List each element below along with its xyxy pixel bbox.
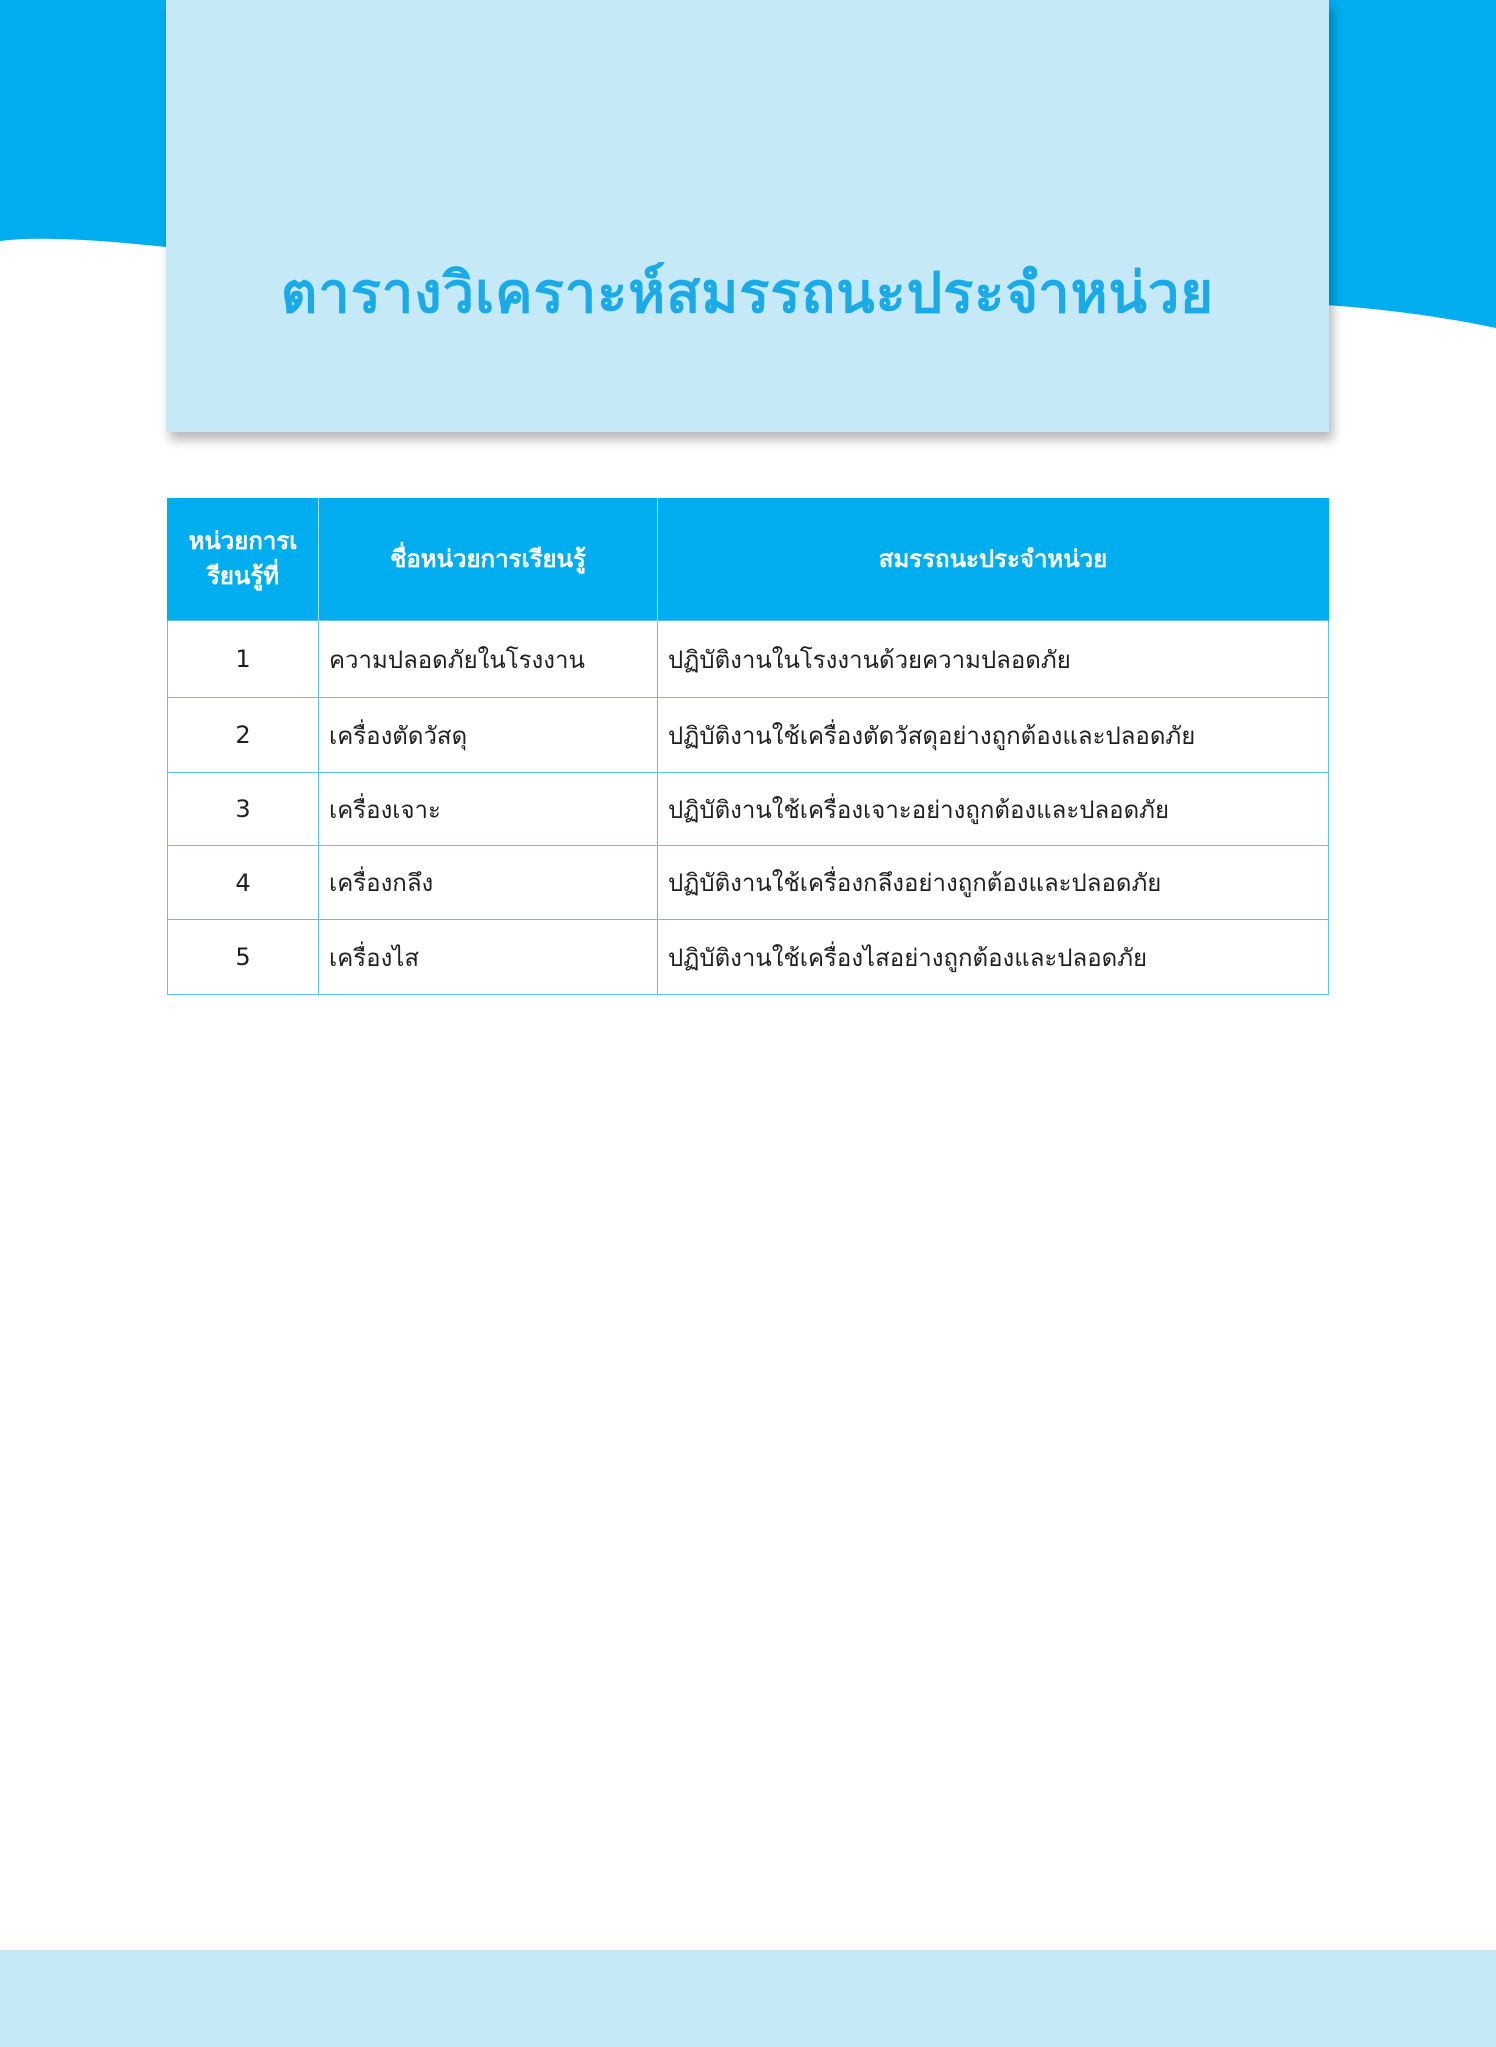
table-row: [168, 846, 1329, 920]
unit-name-cell: เครื่องไส: [319, 920, 658, 995]
competency-cell: ปฏิบัติงานใช้เครื่องเจาะอย่างถูกต้องและปลอดภัย: [658, 773, 1329, 846]
footer-band: [0, 1950, 1496, 2047]
competency-table-container: [167, 498, 1328, 995]
unit-number-cell: 4: [168, 846, 319, 920]
header-competency: สมรรถนะประจำหน่วย: [658, 498, 1329, 621]
competency-table: [167, 498, 1329, 995]
table-row: [168, 773, 1329, 846]
title-panel: [166, 0, 1329, 432]
table-header-row: [168, 498, 1329, 621]
header-unit-number-label: หน่วยการเรียนรู้ที่: [188, 527, 298, 590]
competency-cell: ปฏิบัติงานใช้เครื่องไสอย่างถูกต้องและปลอดภัย: [658, 920, 1329, 995]
unit-name-cell: เครื่องเจาะ: [319, 773, 658, 846]
header-unit-name: ชื่อหน่วยการเรียนรู้: [319, 498, 658, 621]
table-row: [168, 698, 1329, 773]
unit-number-cell: 5: [168, 920, 319, 995]
header-unit-number: [168, 498, 319, 621]
unit-name-cell: ความปลอดภัยในโรงงาน: [319, 621, 658, 698]
competency-cell: ปฏิบัติงานใช้เครื่องตัดวัสดุอย่างถูกต้องและปลอดภัย: [658, 698, 1329, 773]
unit-number-cell: 3: [168, 773, 319, 846]
page-title: ตารางวิเคราะห์สมรรถนะประจำหน่วย: [280, 261, 1215, 326]
table-row: [168, 920, 1329, 995]
unit-number-cell: 2: [168, 698, 319, 773]
competency-cell: ปฏิบัติงานใช้เครื่องกลึงอย่างถูกต้องและปลอดภัย: [658, 846, 1329, 920]
unit-name-cell: เครื่องตัดวัสดุ: [319, 698, 658, 773]
table-row: [168, 621, 1329, 698]
competency-cell: ปฏิบัติงานในโรงงานด้วยความปลอดภัย: [658, 621, 1329, 698]
unit-number-cell: 1: [168, 621, 319, 698]
unit-name-cell: เครื่องกลึง: [319, 846, 658, 920]
